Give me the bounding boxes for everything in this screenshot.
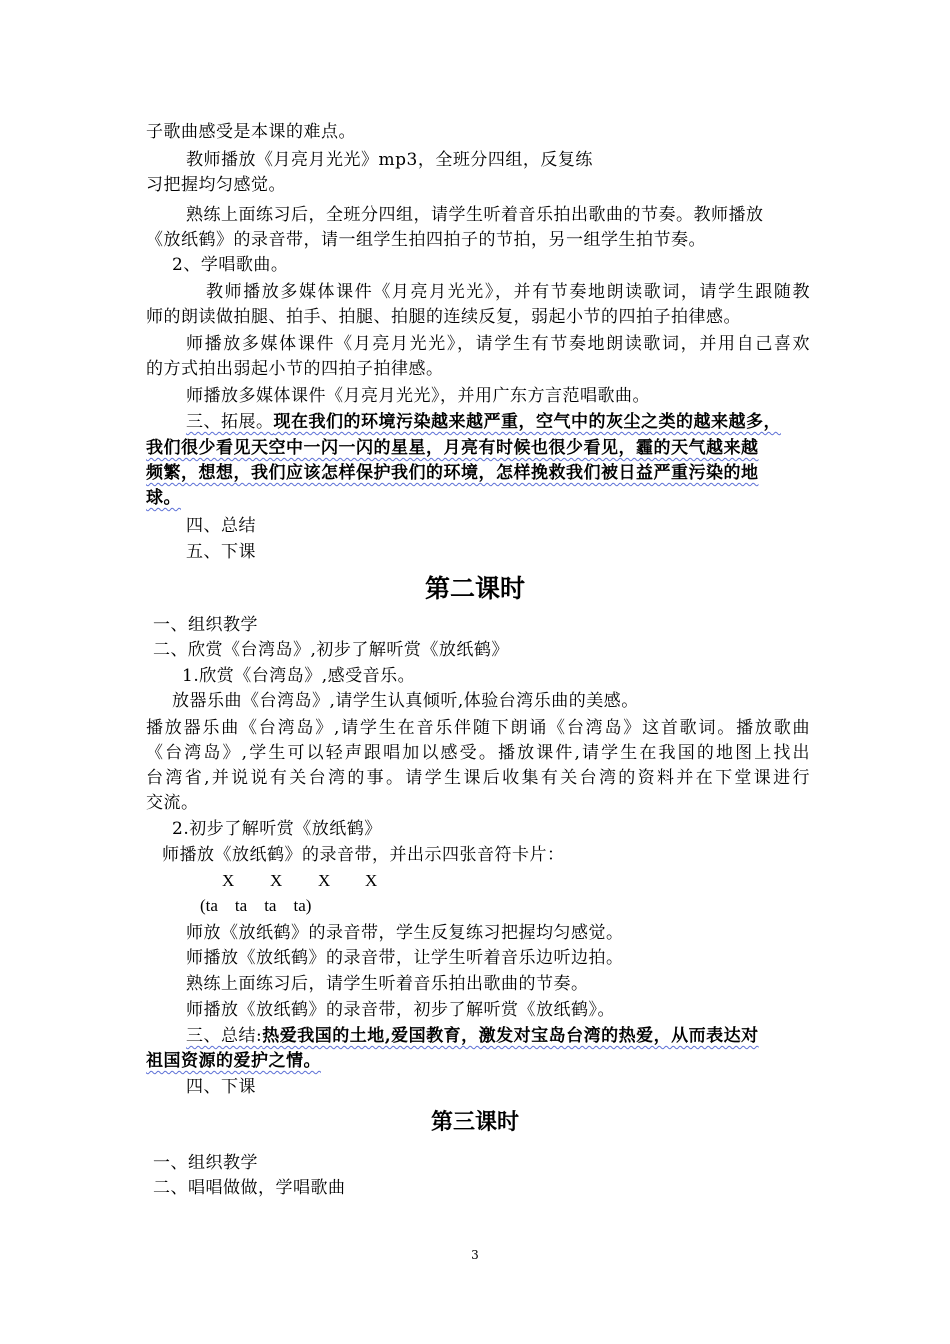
- text-line: 2.初步了解听赏《放纸鹤》: [172, 819, 382, 839]
- text-line: 放器乐曲《台湾岛》,请学生认真倾听,体验台湾乐曲的美感。: [172, 691, 639, 711]
- page-number: 3: [471, 1248, 479, 1262]
- text-line: 教师播放多媒体课件《月亮月光光》，并有节奏地朗读歌词，请学生跟随教: [206, 282, 810, 302]
- extension-text: 球。: [146, 488, 181, 508]
- summary-text: 热爱我国的土地,爱国教育，激发对宝岛台湾的热爱，从而表达对: [262, 1026, 759, 1046]
- text-line: 《台湾岛》,学生可以轻声跟唱加以感受。播放课件,请学生在我国的地图上找出: [146, 743, 810, 763]
- text-line: 子歌曲感受是本课的难点。: [146, 122, 356, 142]
- extension-label: 三、拓展。: [186, 412, 274, 432]
- lesson-title: 第二课时: [424, 574, 525, 603]
- text-line: 师播放《放纸鹤》的录音带，初步了解听赏《放纸鹤》。: [186, 1000, 615, 1020]
- section-heading: 一、组织教学: [153, 1153, 258, 1173]
- text-line: 熟练上面练习后，请学生听着音乐拍出歌曲的节奏。: [186, 974, 589, 994]
- text-line: 师的朗读做拍腿、拍手、拍腿、拍腿的连续反复，弱起小节的四拍子拍律感。: [146, 307, 741, 327]
- lesson-title: 第三课时: [430, 1109, 519, 1135]
- summary-line: [146, 1049, 810, 1073]
- section-heading: 四、下课: [186, 1077, 256, 1097]
- text-line: 师播放多媒体课件《月亮月光光》，请学生有节奏地朗读歌词，并用自己喜欢: [186, 334, 810, 354]
- extension-line: [186, 410, 810, 434]
- section-heading: 二、欣赏《台湾岛》,初步了解听赏《放纸鹤》: [153, 640, 509, 660]
- summary-label: 三、总结:: [186, 1026, 263, 1046]
- text-line: 1.欣赏《台湾岛》,感受音乐。: [182, 666, 416, 686]
- text-line: 师播放《放纸鹤》的录音带，并出示四张音符卡片：: [162, 845, 565, 865]
- text-line: 习把握均匀感觉。: [146, 175, 286, 195]
- text-line: 师播放《放纸鹤》的录音带，让学生听着音乐边听边拍。: [186, 948, 624, 968]
- section-heading: 二、唱唱做做，学唱歌曲: [153, 1178, 346, 1198]
- text-line: 熟练上面练习后，全班分四组，请学生听着音乐拍出歌曲的节奏。教师播放: [186, 205, 764, 225]
- extension-text: 我们很少看见天空中一闪一闪的星星，月亮有时候也很少看见，霾的天气越来越: [146, 438, 759, 458]
- text-line: 教师播放《月亮月光光》mp3，全班分四组，反复练: [186, 150, 593, 170]
- text-line: 的方式拍出弱起小节的四拍子拍律感。: [146, 359, 444, 379]
- rhythm-note: X: [270, 871, 283, 890]
- section-heading: 五、下课: [186, 542, 256, 562]
- extension-line: [146, 436, 810, 460]
- text-line: 播放器乐曲《台湾岛》,请学生在音乐伴随下朗诵《台湾岛》这首歌词。播放歌曲: [146, 718, 810, 738]
- extension-text: 现在我们的环境污染越来越严重，空气中的灰尘之类的越来越多，: [273, 412, 781, 432]
- text-line: 2、学唱歌曲。: [172, 255, 289, 275]
- summary-line: [186, 1024, 810, 1048]
- rhythm-note: X: [318, 871, 331, 890]
- extension-line: [146, 486, 810, 510]
- text-line: 《放纸鹤》的录音带，请一组学生拍四拍子的节拍，另一组学生拍节奏。: [146, 230, 706, 250]
- text-line: 交流。: [146, 793, 199, 813]
- extension-line: [146, 461, 810, 485]
- section-heading: 四、总结: [186, 516, 256, 536]
- text-line: 台湾省,并说说有关台湾的事。请学生课后收集有关台湾的资料并在下堂课进行: [146, 768, 810, 788]
- text-line: 师播放多媒体课件《月亮月光光》，并用广东方言范唱歌曲。: [186, 386, 650, 406]
- text-line: 师放《放纸鹤》的录音带，学生反复练习把握均匀感觉。: [186, 923, 624, 943]
- rhythm-syllables: (ta ta ta ta): [200, 896, 312, 915]
- summary-text: 祖国资源的爱护之情。: [146, 1051, 321, 1071]
- rhythm-note: X: [365, 871, 378, 890]
- extension-text: 频繁，想想，我们应该怎样保护我们的环境，怎样挽救我们被日益严重污染的地: [146, 463, 759, 483]
- section-heading: 一、组织教学: [153, 615, 258, 635]
- rhythm-note: X: [222, 871, 235, 890]
